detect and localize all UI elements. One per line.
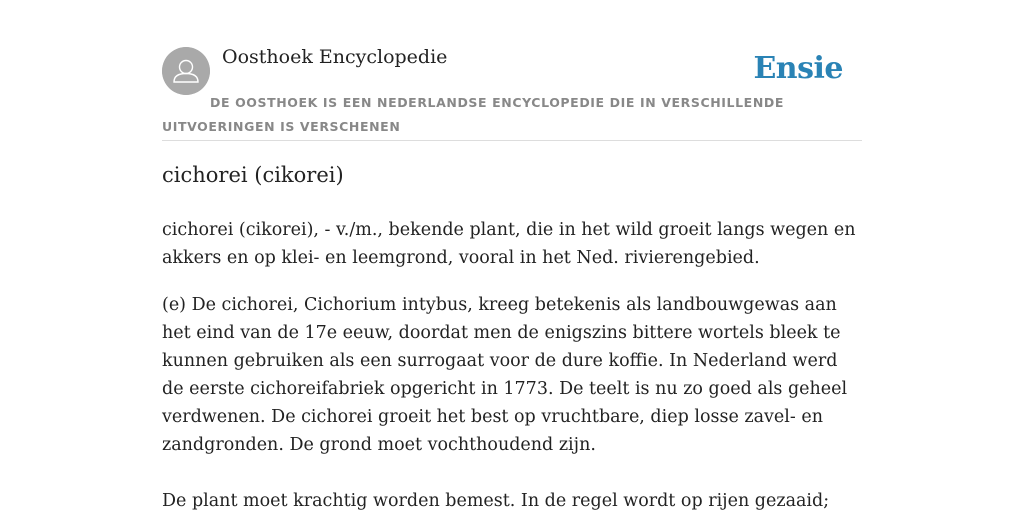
site-tagline: DE OOSTHOEK IS EEN NEDERLANDSE ENCYCLOPEDIE DIE IN VERSCHILLENDE UITVOERINGEN IS VERSCHENEN	[162, 95, 784, 134]
article-paragraph-1: cichorei (cikorei), - v./m., bekende plant, die in het wild groeit langs wegen en akkers en op klei- en leemgrond, vooral in het Ned. rivierengebied.	[162, 220, 856, 268]
site-header	[162, 0, 862, 141]
page-container	[162, 0, 862, 511]
article-paragraph-3: De plant moet krachtig worden bemest. In de regel wordt op rijen gezaaid;	[162, 491, 830, 511]
ensie-logo[interactable]: Ensie	[753, 51, 843, 86]
user-silhouette-icon[interactable]	[162, 47, 210, 95]
article-paragraph-2: (e) De cichorei, Cichorium intybus, kreeg betekenis als landbouwgewas aan het eind van de 17e eeuw, doordat men de enigszins bittere wortels bleek te kunnen gebruiken als een surrogaat voor de dure koffie. In Nederland werd de eerste cichoreifabriek opgericht in 1773. De teelt is nu zo goed als geheel verdwenen. De cichorei groeit het best op vruchtbare, diep losse zavel- en zandgronden. De grond moet vochthoudend zijn.	[162, 295, 848, 455]
article-title: cichorei (cikorei)	[162, 163, 344, 187]
site-name-link[interactable]: Oosthoek Encyclopedie	[222, 46, 448, 68]
